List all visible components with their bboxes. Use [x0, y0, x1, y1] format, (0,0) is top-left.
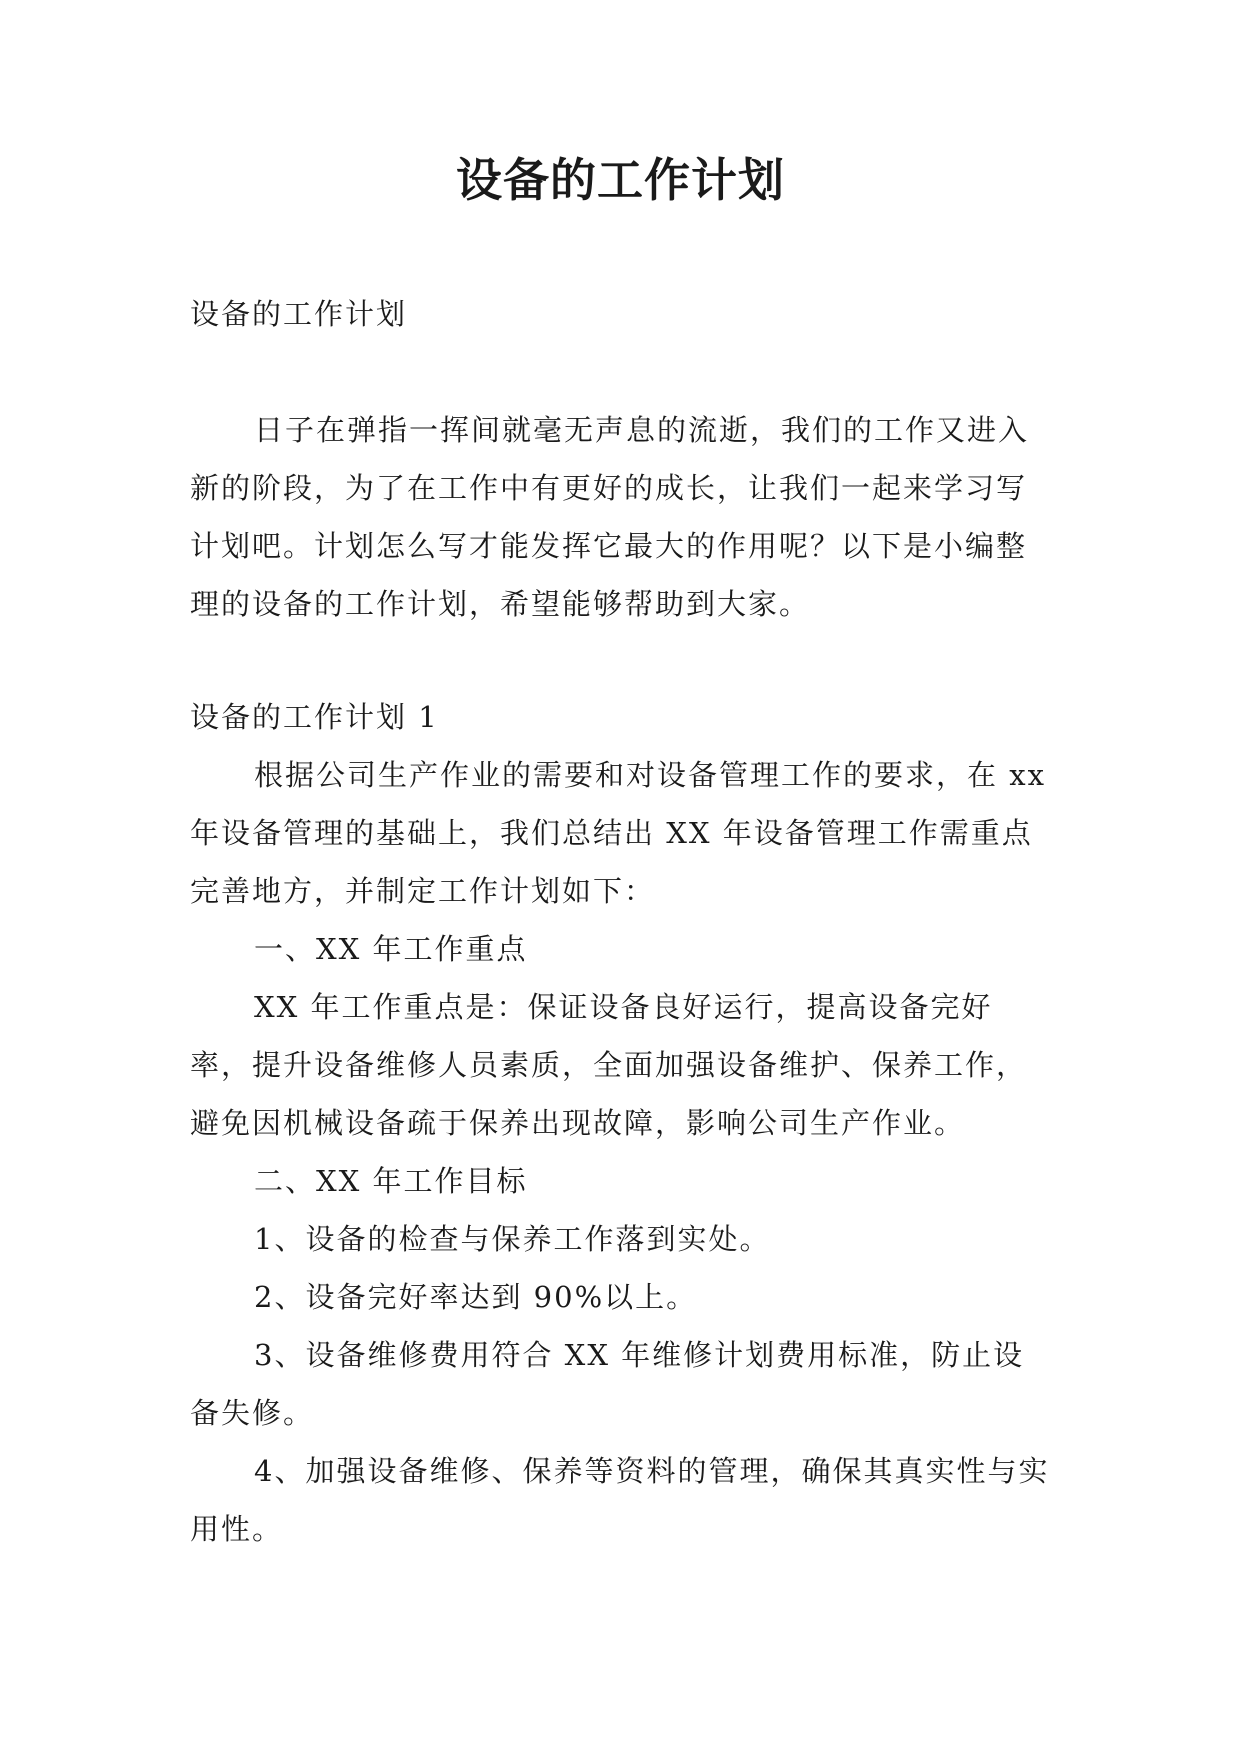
intro-paragraph: 日子在弹指一挥间就毫无声息的流逝，我们的工作又进入新的阶段，为了在工作中有更好的成长，让我们一起来学习写计划吧。计划怎么写才能发挥它最大的作用呢？以下是小编整理的设备的工作计划，希望能够帮助到大家。 [190, 413, 1030, 621]
document-subtitle: 设备的工作计划 [190, 297, 408, 331]
section-1 [190, 688, 1050, 1558]
goal-item-4: 4、加强设备维修、保养等资料的管理，确保其真实性与实用性。 [190, 1454, 1050, 1546]
goal-item-2: 2、设备完好率达到 90%以上。 [254, 1280, 698, 1314]
paragraph-work-focus: XX 年工作重点是：保证设备良好运行，提高设备完好率，提升设备维修人员素质，全面加强设备维护、保养工作，避免因机械设备疏于保养出现故障，影响公司生产作业。 [190, 990, 1028, 1140]
heading-work-focus: 一、XX 年工作重点 [254, 932, 528, 966]
heading-work-goals: 二、XX 年工作目标 [254, 1164, 528, 1198]
goal-item-3: 3、设备维修费用符合 XX 年维修计划费用标准，防止设备失修。 [190, 1338, 1025, 1430]
section-1-heading: 设备的工作计划 1 [190, 700, 439, 734]
paragraph-intro: 根据公司生产作业的需要和对设备管理工作的要求，在 xx 年设备管理的基础上，我们总结出 XX 年设备管理工作需重点完善地方，并制定工作计划如下： [190, 758, 1046, 908]
document-title: 设备的工作计划 [456, 153, 785, 207]
goal-item-1: 1、设备的检查与保养工作落到实处。 [254, 1222, 771, 1256]
